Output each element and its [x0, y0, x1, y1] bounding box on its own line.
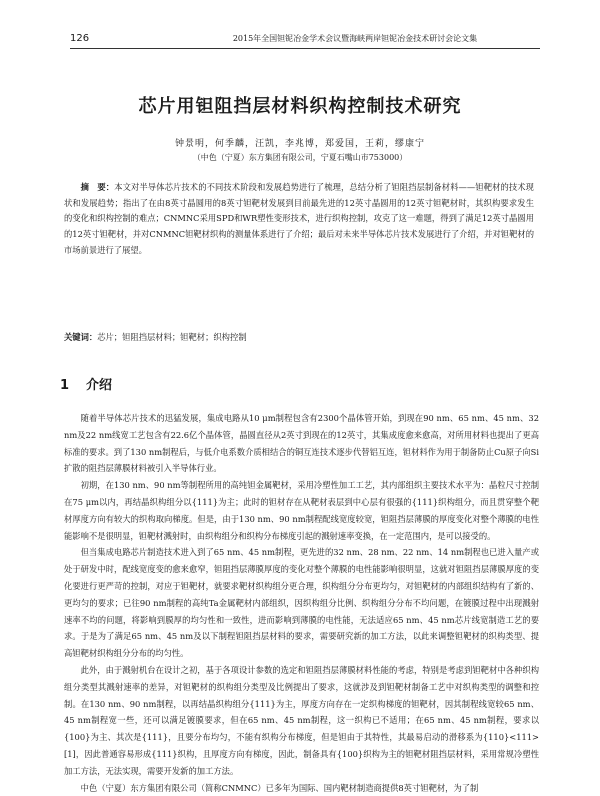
section-heading — [60, 374, 260, 393]
author-list: 钟景明，何季麟，汪凯，李兆博，郑爱国，王莉，缪康宁 — [174, 139, 425, 149]
body-paragraph: 但当集成电路芯片制造技术进入到了65 nm、45 nm制程，更先进的32 nm、28 nm、22 nm、14 nm制程也已进入量产或处于研发中时，配线宽度变的愈来愈窄，钽阻挡层薄膜厚度的变化对整个薄膜的电性能影响很明显，这就对钽阻挡层薄膜厚度的变化要进行更严苛的控制，对应于钽靶材，就要求靶材织构组分更合理，织构组分分布更均匀，对钽靶材的内部组织结构有了新的、更均匀的要求；已往90 nm制程的高纯Ta金属靶材内部组织，因织构组分比例、织构组分分布不均问题，在镀膜过程中出现溅射速率不均的问题，将影响到膜厚的均匀性和一致性，进而影响到薄膜的电性能，无法适应65 nm、45 nm芯片线宽制造工艺的要求。于是为了满足65 nm、45 nm及以下制程钽阻挡层材料的要求，需要研究新的加工方法，以此来调整钽靶材的织构类型、提高钽靶材织构组分分布的均匀性。 — [64, 547, 539, 659]
keywords — [64, 330, 534, 344]
journal-title: 2015年全国钽铌冶金学术会议暨海峡两岸钽铌冶金技术研讨会论文集 — [232, 34, 478, 43]
body-paragraph: 此外，由于溅射机台在设计之初，基于各项设计参数的选定和钽阻挡层薄膜材料性能的考虑，特别是考虑到钽靶材中各种织构组分类型其溅射速率的差异，对钽靶材的织构组分类型及比例提出了要求，这就涉及到钽靶材制备工艺中对织构类型的调整和控制。在130 nm、90 nm制程，以再结晶织构组分{111}为主，厚度方向存在一定织构梯度的钽靶材，因其制程线宽较65 nm、45 nm制程宽一些，还可以满足镀膜要求，但在65 nm、45 nm制程，这一织构已不适用；在65 nm、45 nm制程，要求以{100}为主、其次是{111}，且要分布均匀，不能有织构分布梯度，但是钽由于其特性，其最易启动的滑移系为{110}<111>[1]，因此普通容易形成{111}织构，且厚度方向有梯度，因此，制备具有{100}织构为主的钽靶材阻挡层材料，采用常规冷塑性加工方法，无法实现，需要开发新的加工方法。 — [64, 664, 539, 776]
keywords-text: 芯片；钽阻挡层材料；钽靶材；织构控制 — [97, 332, 247, 342]
section-title: 介绍 — [86, 378, 113, 393]
abstract-label: 摘 要： — [80, 182, 115, 192]
body-paragraph: 中色（宁夏）东方集团有限公司（简称CNMNC）已多年为国际、国内靶材制造商提供8英寸钽靶材，为了制 — [80, 782, 479, 793]
paper-title: 芯片用钽阻挡层材料织构控制技术研究 — [138, 96, 462, 117]
abstract — [64, 180, 534, 259]
page-number: 126 — [70, 33, 90, 44]
body-paragraph: 随着半导体芯片技术的迅猛发展，集成电路从10 μm制程包含有2300个晶体管开始，到现在90 nm、65 nm、45 nm、32 nm及22 nm线宽工艺包含有22.6亿个晶体管，晶圆直径从2英寸到现在的12英寸，其集成度愈来愈高，对所用材料也提出了更高标准的要求。到了130 nm制程后，与低介电系数介质相结合的铜互连技术逐步代替铝互连，钽材料作为用于制备防止Cu原子向Si扩散的阻挡层薄膜材料被引入半导体行业。 — [64, 413, 539, 474]
body-text — [64, 410, 539, 796]
section-number: 1 — [60, 378, 70, 393]
running-header — [70, 30, 540, 49]
affiliation: （中色（宁夏）东方集团有限公司，宁夏石嘴山市753000） — [192, 153, 408, 162]
keywords-label: 关键词： — [64, 332, 98, 342]
body-paragraph: 初期，在130 nm、90 nm等制程所用的高纯钽金属靶材，采用冷塑性加工工艺，其内部组织主要技术水平为：晶粒尺寸控制在75 μm以内，再结晶织构组分以{111}为主；此时的钽材存在从靶材表层到中心层有很强的{111}织构组分，而且贯穿整个靶材厚度方向有较大的织构取向梯度。但是，由于130 nm、90 nm制程配线宽度较宽，钽阻挡层薄膜的厚度变化对整个薄膜的电性能影响不是很明显，钽靶材溅射时，由织构组分和织构分布梯度引起的溅射速率变换，在一定范围内，是可以接受的。 — [64, 480, 539, 541]
abstract-text: 本文对半导体芯片技术的不同技术阶段和发展趋势进行了梳理，总结分析了钽阻挡层制备材料——钽靶材的技术现状和发展趋势；指出了在由8英寸晶圆用的8英寸钽靶材发展到目前最先进的12英寸晶圆用的12英寸钽靶材时，其织构要求发生的变化和织构控制的难点；CNMNC采用SPD和WR塑性变形技术，进行织构控制，攻克了这一难题，得到了满足12英寸晶圆用的12英寸钽靶材，并对CNMNC钽靶材织构的测量体系进行了介绍；最后对未来半导体芯片技术发展进行了介绍，并对钽靶材的市场前景进行了展望。 — [64, 182, 534, 255]
